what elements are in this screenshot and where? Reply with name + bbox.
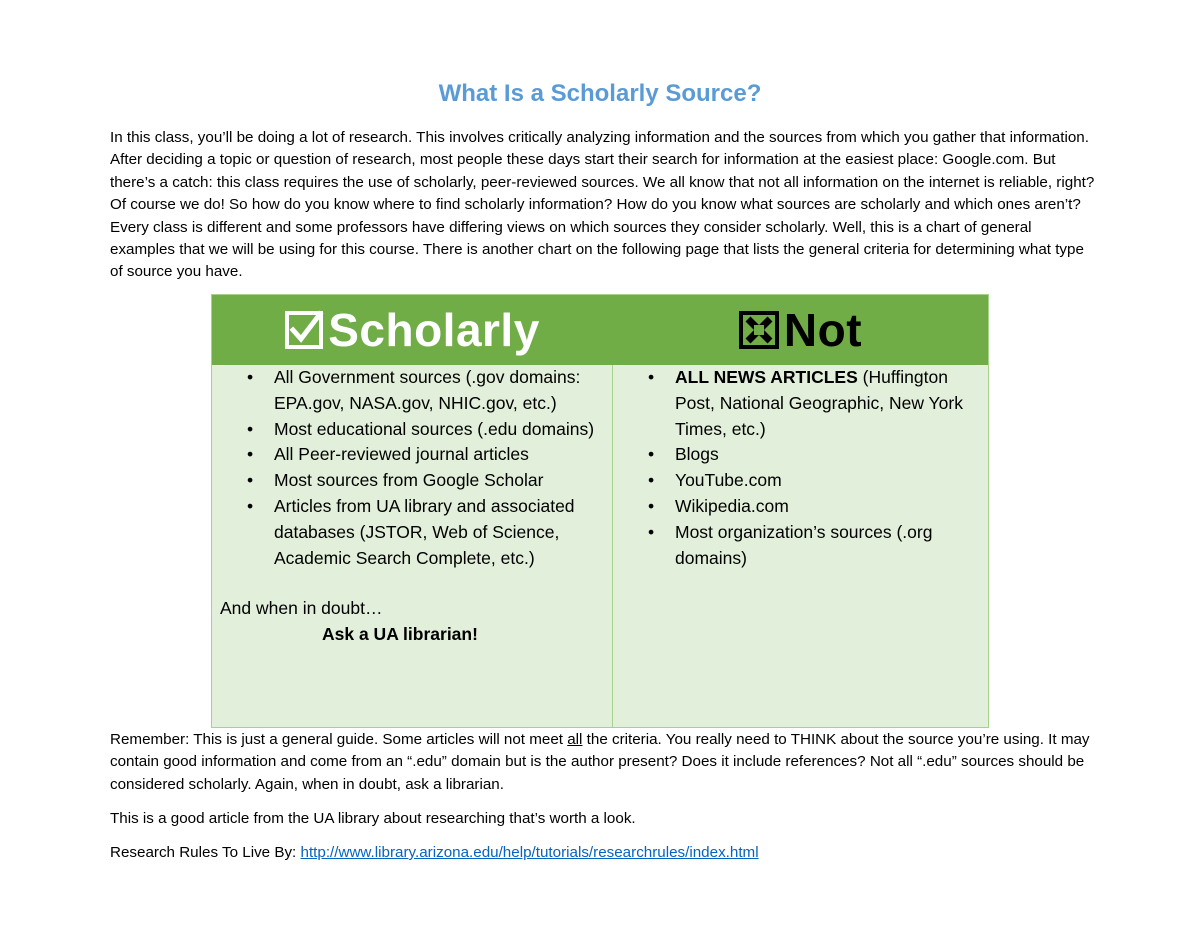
- list-item: • Most sources from Google Scholar: [220, 468, 610, 494]
- scholarly-heading-text: Scholarly: [328, 304, 540, 356]
- not-column: [622, 365, 988, 571]
- remember-paragraph: [110, 729, 1100, 796]
- intro-paragraph: In this class, you’ll be doing a lot of research. This involves critically analyzing information and the sources from which you gather that information. After deciding a topic or question of research, most people these days start their search for information at the easiest place: Google.com. But there’s a catch: this class requires the use of scholarly, peer-reviewed sources. We all know that not all information on the internet is reliable, right? Of course we do! So how do you know where to find scholarly information? How do you know what sources are scholarly and which ones aren’t? Every class is different and some professors have differing views on which sources they consider scholarly. Well, this is a chart of general examples that we will be using for this course. There is another chart on the following page that lists the general criteria for determining what type of source you have.: [110, 129, 1095, 281]
- scholarly-list: [220, 365, 610, 571]
- column-divider: [612, 365, 613, 727]
- remember-text-end: the criteria. You really need to THINK about the source you’re using. It may contain good information and come from an “.edu” domain but is the author present? Does it include references? Not all “.edu” sources should be considered scholarly. Again, when in doubt, ask a librarian.: [110, 731, 1090, 793]
- chart-header: [212, 295, 988, 365]
- scholarly-heading: [212, 295, 612, 365]
- remember-underlined: all: [567, 731, 583, 748]
- not-heading: [612, 295, 988, 365]
- list-item: • Most organization’s sources (.org domains): [622, 520, 988, 572]
- list-item: • All Peer-reviewed journal articles: [220, 442, 610, 468]
- list-item: • YouTube.com: [622, 468, 988, 494]
- list-item: • Blogs: [622, 442, 988, 468]
- page-title: What Is a Scholarly Source?: [438, 80, 762, 107]
- remember-text-start: Remember: This is just a general guide. Some articles will not meet: [110, 731, 568, 748]
- list-item: [622, 365, 988, 442]
- news-articles-label: ALL NEWS ARTICLES: [675, 367, 858, 387]
- research-rules-line: [110, 842, 759, 864]
- list-item: • Wikipedia.com: [622, 494, 988, 520]
- x-box-icon: [738, 310, 780, 350]
- article-note: This is a good article from the UA library about researching that’s worth a look.: [110, 810, 636, 827]
- not-heading-text: Not: [783, 304, 863, 356]
- research-rules-label: Research Rules To Live By:: [110, 844, 301, 861]
- doubt-text: And when in doubt…: [220, 598, 383, 619]
- scholarly-column: [220, 365, 610, 648]
- list-item: • All Government sources (.gov domains: EPA.gov, NASA.gov, NHIC.gov, etc.): [220, 365, 610, 417]
- research-rules-link[interactable]: http://www.library.arizona.edu/help/tutorials/researchrules/index.html: [300, 844, 759, 861]
- ask-librarian-text: Ask a UA librarian!: [322, 624, 478, 645]
- scholarly-comparison-chart: [211, 294, 989, 728]
- list-item: • Most educational sources (.edu domains): [220, 417, 610, 443]
- not-list: [622, 365, 988, 571]
- news-articles-examples: (Huffington Post, National Geographic, New York Times, etc.): [675, 367, 963, 439]
- checked-box-icon: [284, 310, 324, 350]
- list-item: • Articles from UA library and associated databases (JSTOR, Web of Science, Academic Search Complete, etc.): [220, 494, 610, 571]
